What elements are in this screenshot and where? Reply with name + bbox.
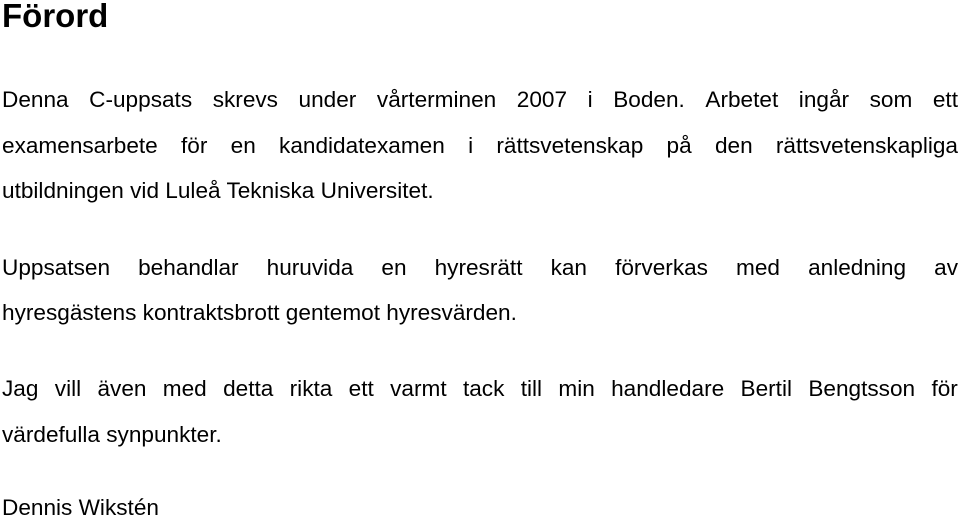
word: tack [462, 376, 505, 401]
signature: Dennis Wikstén [2, 495, 159, 520]
word: i [587, 87, 593, 112]
word: som [869, 87, 913, 112]
word: ingår [798, 87, 850, 112]
paragraph-2-line-2: hyresgästens kontraktsbrott gentemot hyresvärden. [2, 300, 517, 325]
word: Boden. [613, 87, 685, 112]
word: varmt [390, 376, 447, 401]
word: kan [550, 255, 587, 280]
word: kandidatexamen [279, 133, 445, 158]
paragraph-1-line-1 [2, 86, 958, 114]
word: Denna [2, 87, 69, 112]
page-title: Förord [2, 0, 109, 34]
word: av [934, 255, 958, 280]
word: Bertil [740, 376, 792, 401]
word: Uppsatsen [2, 255, 111, 280]
word: ett [932, 87, 958, 112]
word: rättsvetenskapliga [775, 133, 958, 158]
word: Jag [2, 376, 39, 401]
word: 2007 [516, 87, 568, 112]
word: hyresrätt [434, 255, 523, 280]
paragraph-3-line-1 [2, 375, 958, 403]
word: med [162, 376, 207, 401]
word: en [381, 255, 407, 280]
paragraph-1-line-3: utbildningen vid Luleå Tekniska Universitet. [2, 178, 434, 203]
word: förverkas [615, 255, 708, 280]
word: för [181, 133, 208, 158]
paragraph-2-line-1 [2, 254, 958, 282]
word: den [714, 133, 753, 158]
word: handledare [611, 376, 725, 401]
paragraph-3-line-2: värdefulla synpunkter. [2, 422, 222, 447]
word: med [736, 255, 780, 280]
word: en [230, 133, 256, 158]
word: Bengtsson [808, 376, 916, 401]
word: för [931, 376, 958, 401]
word: detta [223, 376, 274, 401]
word: i [468, 133, 474, 158]
paragraph-1-line-2 [2, 132, 958, 160]
word: anledning [808, 255, 907, 280]
word: skrevs [212, 87, 278, 112]
word: vill [54, 376, 82, 401]
word: min [558, 376, 595, 401]
word: ett [348, 376, 374, 401]
word: till [520, 376, 543, 401]
word: behandlar [138, 255, 239, 280]
word: vårterminen [376, 87, 497, 112]
word: C-uppsats [89, 87, 193, 112]
word: under [298, 87, 357, 112]
word: rikta [289, 376, 333, 401]
word: på [666, 133, 692, 158]
word: rättsvetenskap [496, 133, 644, 158]
word: examensarbete [2, 133, 158, 158]
word: huruvida [266, 255, 354, 280]
word: även [97, 376, 147, 401]
word: Arbetet [705, 87, 779, 112]
